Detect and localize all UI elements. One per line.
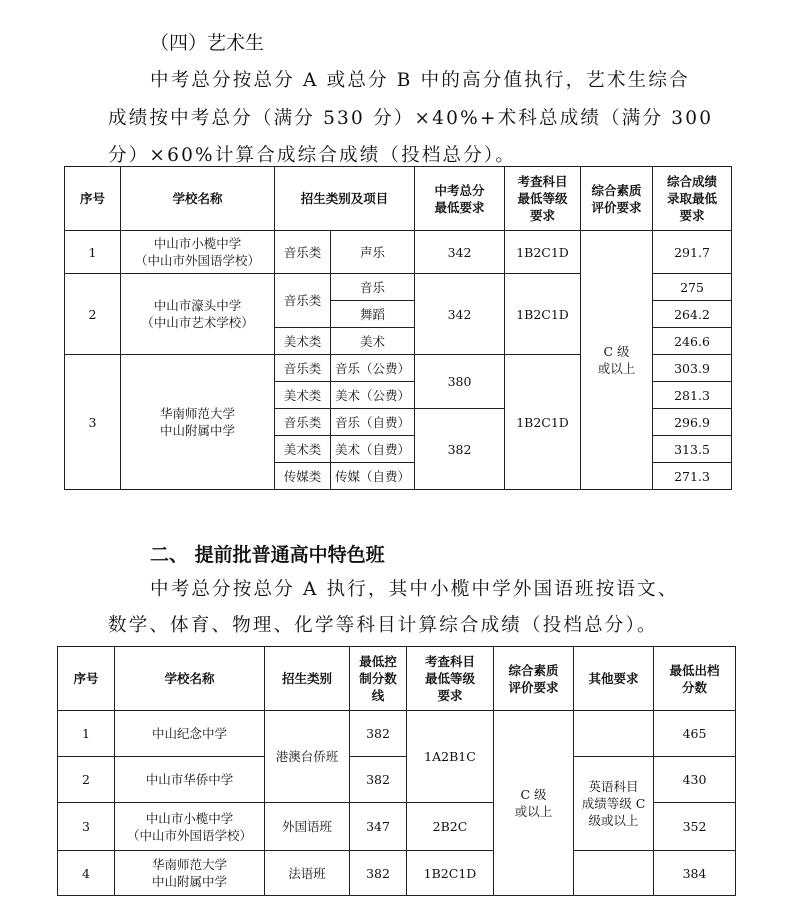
min-file-score: 430 (654, 757, 736, 803)
admit-score: 275 (653, 274, 732, 301)
school-seq: 2 (65, 274, 121, 355)
school-name: 中山市小榄中学 （中山市外国语学校） (115, 803, 265, 851)
table-row (65, 231, 732, 274)
category-type: 音乐类 (275, 274, 331, 328)
school-seq: 3 (58, 803, 115, 851)
art-para-line-3: 分）×60%计算合成综合成绩（投档总分）。 (108, 145, 517, 166)
table-row (58, 757, 736, 803)
school-seq: 1 (58, 711, 115, 757)
admit-score: 281.3 (653, 382, 732, 409)
special-section-heading: 二、 提前批普通高中特色班 (150, 544, 385, 566)
school-name: 中山市华侨中学 (115, 757, 265, 803)
category-item: 美术（自费） (331, 436, 415, 463)
special-header-min-file: 最低出档 分数 (654, 647, 736, 711)
category-item: 美术 (331, 328, 415, 355)
other-requirement (574, 711, 654, 757)
special-class-table (57, 646, 736, 896)
art-section-heading: （四）艺术生 (150, 32, 265, 54)
category-item: 声乐 (331, 231, 415, 274)
category-item: 音乐 (331, 274, 415, 301)
school-name: 华南师范大学 中山附属中学 (121, 355, 275, 490)
admit-score: 313.5 (653, 436, 732, 463)
special-header-seq: 序号 (58, 647, 115, 711)
quality-requirement: C 级 或以上 (494, 711, 574, 896)
art-admission-table (64, 166, 732, 490)
special-header-school: 学校名称 (115, 647, 265, 711)
art-header-category: 招生类别及项目 (275, 167, 415, 231)
special-para-line-1: 中考总分按总分 A 执行，其中小榄中学外国语班按语文、 (150, 579, 679, 600)
admit-score: 303.9 (653, 355, 732, 382)
admit-score: 264.2 (653, 301, 732, 328)
min-file-score: 384 (654, 851, 736, 896)
min-ctrl-score: 382 (350, 711, 407, 757)
school-name: 华南师范大学 中山附属中学 (115, 851, 265, 896)
special-header-grade: 考查科目 最低等级 要求 (407, 647, 494, 711)
min-ctrl-score: 382 (350, 757, 407, 803)
special-header-other: 其他要求 (574, 647, 654, 711)
category-type: 传媒类 (275, 463, 331, 490)
min-file-score: 465 (654, 711, 736, 757)
table-row (58, 851, 736, 896)
table-row (58, 711, 736, 757)
class-type: 外国语班 (265, 803, 350, 851)
school-name: 中山纪念中学 (115, 711, 265, 757)
category-type: 美术类 (275, 328, 331, 355)
admit-score: 246.6 (653, 328, 732, 355)
category-item: 音乐（自费） (331, 409, 415, 436)
art-header-seq: 序号 (65, 167, 121, 231)
grade-requirement: 1B2C1D (505, 355, 581, 490)
admit-score: 291.7 (653, 231, 732, 274)
school-seq: 2 (58, 757, 115, 803)
min-score: 342 (415, 231, 505, 274)
art-header-school: 学校名称 (121, 167, 275, 231)
grade-requirement: 1B2C1D (505, 231, 581, 274)
class-type: 法语班 (265, 851, 350, 896)
category-item: 音乐（公费） (331, 355, 415, 382)
category-type: 美术类 (275, 382, 331, 409)
category-type: 音乐类 (275, 231, 331, 274)
art-header-min-score: 中考总分 最低要求 (415, 167, 505, 231)
min-ctrl-score: 347 (350, 803, 407, 851)
special-para-line-2: 数学、体育、物理、化学等科目计算综合成绩（投档总分）。 (108, 615, 658, 636)
quality-requirement: C 级 或以上 (581, 231, 653, 490)
school-seq: 3 (65, 355, 121, 490)
min-score: 382 (415, 409, 505, 490)
school-name: 中山市濠头中学 （中山市艺术学校） (121, 274, 275, 355)
other-requirement (574, 851, 654, 896)
art-header-admit: 综合成绩 录取最低 要求 (653, 167, 732, 231)
min-score: 380 (415, 355, 505, 409)
category-item: 传媒（自费） (331, 463, 415, 490)
other-requirement: 英语科目 成绩等级 C 级或以上 (574, 757, 654, 851)
category-item: 美术（公费） (331, 382, 415, 409)
min-ctrl-score: 382 (350, 851, 407, 896)
category-type: 音乐类 (275, 355, 331, 382)
min-file-score: 352 (654, 803, 736, 851)
school-name: 中山市小榄中学 （中山市外国语学校） (121, 231, 275, 274)
class-type: 港澳台侨班 (265, 711, 350, 803)
admit-score: 296.9 (653, 409, 732, 436)
special-header-min-ctrl: 最低控 制分数 线 (350, 647, 407, 711)
school-seq: 1 (65, 231, 121, 274)
category-type: 音乐类 (275, 409, 331, 436)
category-item: 舞蹈 (331, 301, 415, 328)
school-seq: 4 (58, 851, 115, 896)
min-score: 342 (415, 274, 505, 355)
art-para-line-1: 中考总分按总分 A 或总分 B 中的高分值执行，艺术生综合 (150, 70, 690, 91)
grade-requirement: 1B2C1D (407, 851, 494, 896)
special-header-quality: 综合素质 评价要求 (494, 647, 574, 711)
art-header-quality: 综合素质 评价要求 (581, 167, 653, 231)
special-header-type: 招生类别 (265, 647, 350, 711)
grade-requirement: 1B2C1D (505, 274, 581, 355)
art-header-grade: 考查科目 最低等级 要求 (505, 167, 581, 231)
category-type: 美术类 (275, 436, 331, 463)
admit-score: 271.3 (653, 463, 732, 490)
art-para-line-2: 成绩按中考总分（满分 530 分）×40%+术科总成绩（满分 300 (108, 108, 714, 129)
grade-requirement: 2B2C (407, 803, 494, 851)
grade-requirement: 1A2B1C (407, 711, 494, 803)
